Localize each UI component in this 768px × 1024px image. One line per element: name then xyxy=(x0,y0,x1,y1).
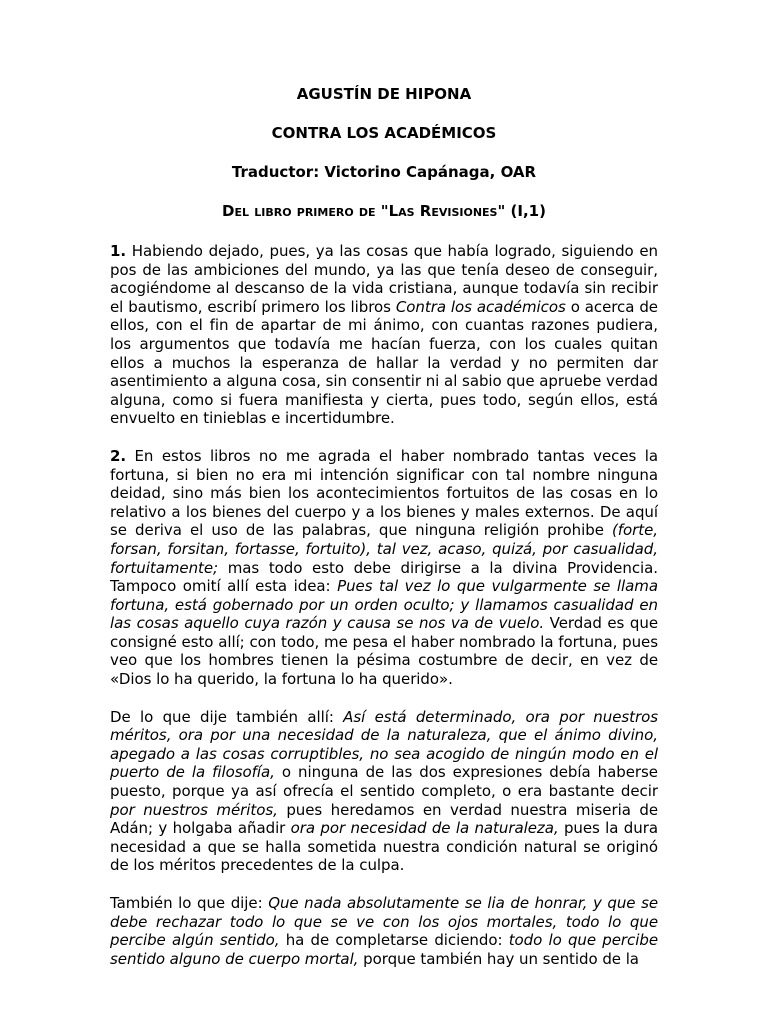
italic-quote: todo lo que percibe sentido alguno de cuerpo mortal, xyxy=(110,931,659,968)
paragraph-text: En estos libros no me agrada el haber nombrado tantas veces la fortuna, si bien no era mi intención significar con tal nombre ninguna deidad, sino más bien los acontecimientos fortuitos de las cosas en lo relativo a los bienes del cuerpo y a los bienes y males externos. De aquí se deriva el uso de las palabras, que ninguna religión prohibe xyxy=(110,446,658,540)
paragraph-text: pues heredamos en verdad nuestra miseria de Adán; y holgaba añadir xyxy=(110,800,658,838)
italic-quote: (forte, forsan, forsitan, fortasse, fortuito), tal vez, acaso, quizá, por casualidad, fortuitamente; xyxy=(110,521,658,577)
paragraph-text: Verdad es que consigné esto allí; con todo, me pesa el haber nombrado la fortuna, pues veo que los hombres tienen la pésima costumbre de decir, en vez de «Dios lo ha querido, la fortuna lo ha querido». xyxy=(110,614,659,689)
italic-quote: Así está determinado, ora por nuestros méritos, ora por una necesidad de la naturaleza, que el ánimo divino, apegado a las cosas corruptibles, no sea acogido de ningún modo en el puerto de la filosofía, xyxy=(110,707,658,782)
translator-line: Traductor: Victorino Capánaga, OAR xyxy=(231,163,537,181)
document-page xyxy=(110,84,658,987)
italic-quote: Pues tal vez lo que vulgarmente se llama fortuna, está gobernado por un orden oculto; y llamamos casualidad en las cosas aquello cuya razón y causa se nos va de vuelo. xyxy=(110,577,658,633)
paragraph-text: Habiendo dejado, pues, ya las cosas que había logrado, siguiendo en pos de las ambiciones del mundo, ya las que tenía deseo de conseguir, acogiéndome al descanso de la vida cristiana, aunque todavía sin recibir el bautismo, escribí primero los libros xyxy=(110,242,658,316)
italic-quote: Que nada absolutamente se lia de honrar, y que se debe rechazar todo lo que se ve con los ojos mortales, todo lo que percibe algún sentido, xyxy=(110,894,659,950)
paragraph-text: o acerca de ellos, con el fin de apartar de mi ánimo, con cuantas razones pudiera, los argumentos que todavía me hacían fuerza, con los cuales quitan ellos a muchos la esperanza de hallar la verdad y no permiten dar asentimiento a alguna cosa, sin consentir ni al sabio que apruebe verdad alguna, como si fuera manifiesta y cierta, pues todo, según ellos, está envuelto en tinieblas e incertidumbre. xyxy=(110,297,658,428)
paragraph-text: pues la dura necesidad a que se halla sometida nuestra condición natural se originó de los méritos precedentes de la culpa. xyxy=(110,819,658,875)
paragraph xyxy=(110,708,658,875)
paragraph-text: o ninguna de las dos expresiones debía haberse puesto, porque ya así ofrecía el sentido completo, o era bastante decir xyxy=(110,763,658,801)
author-heading: AGUSTÍN DE HIPONA xyxy=(296,85,472,103)
paragraph xyxy=(110,242,658,428)
body-text xyxy=(110,242,658,968)
italic-quote: Contra los académicos xyxy=(395,297,566,316)
paragraph xyxy=(110,447,658,689)
italic-quote: ora por necesidad de la naturaleza, xyxy=(290,819,559,838)
paragraph xyxy=(110,894,658,968)
paragraph-text: De lo que dije también allí: xyxy=(110,707,344,726)
work-title: CONTRA LOS ACADÉMICOS xyxy=(271,124,497,142)
paragraph-text: porque también hay un sentido de la xyxy=(358,949,639,968)
paragraph-text: mas todo esto debe dirigirse a la divina Providencia. Tampoco omití allí esta idea: xyxy=(110,558,658,596)
paragraph-text: ha de completarse diciendo: xyxy=(279,931,509,950)
italic-quote: por nuestros méritos, xyxy=(110,800,278,819)
source-line: Del libro primero de "Las Revisiones" (I,1) xyxy=(222,202,546,220)
paragraph-number: 1. xyxy=(110,242,127,260)
paragraph-number: 2. xyxy=(110,446,127,465)
paragraph-text: También lo que dije: xyxy=(110,894,269,912)
